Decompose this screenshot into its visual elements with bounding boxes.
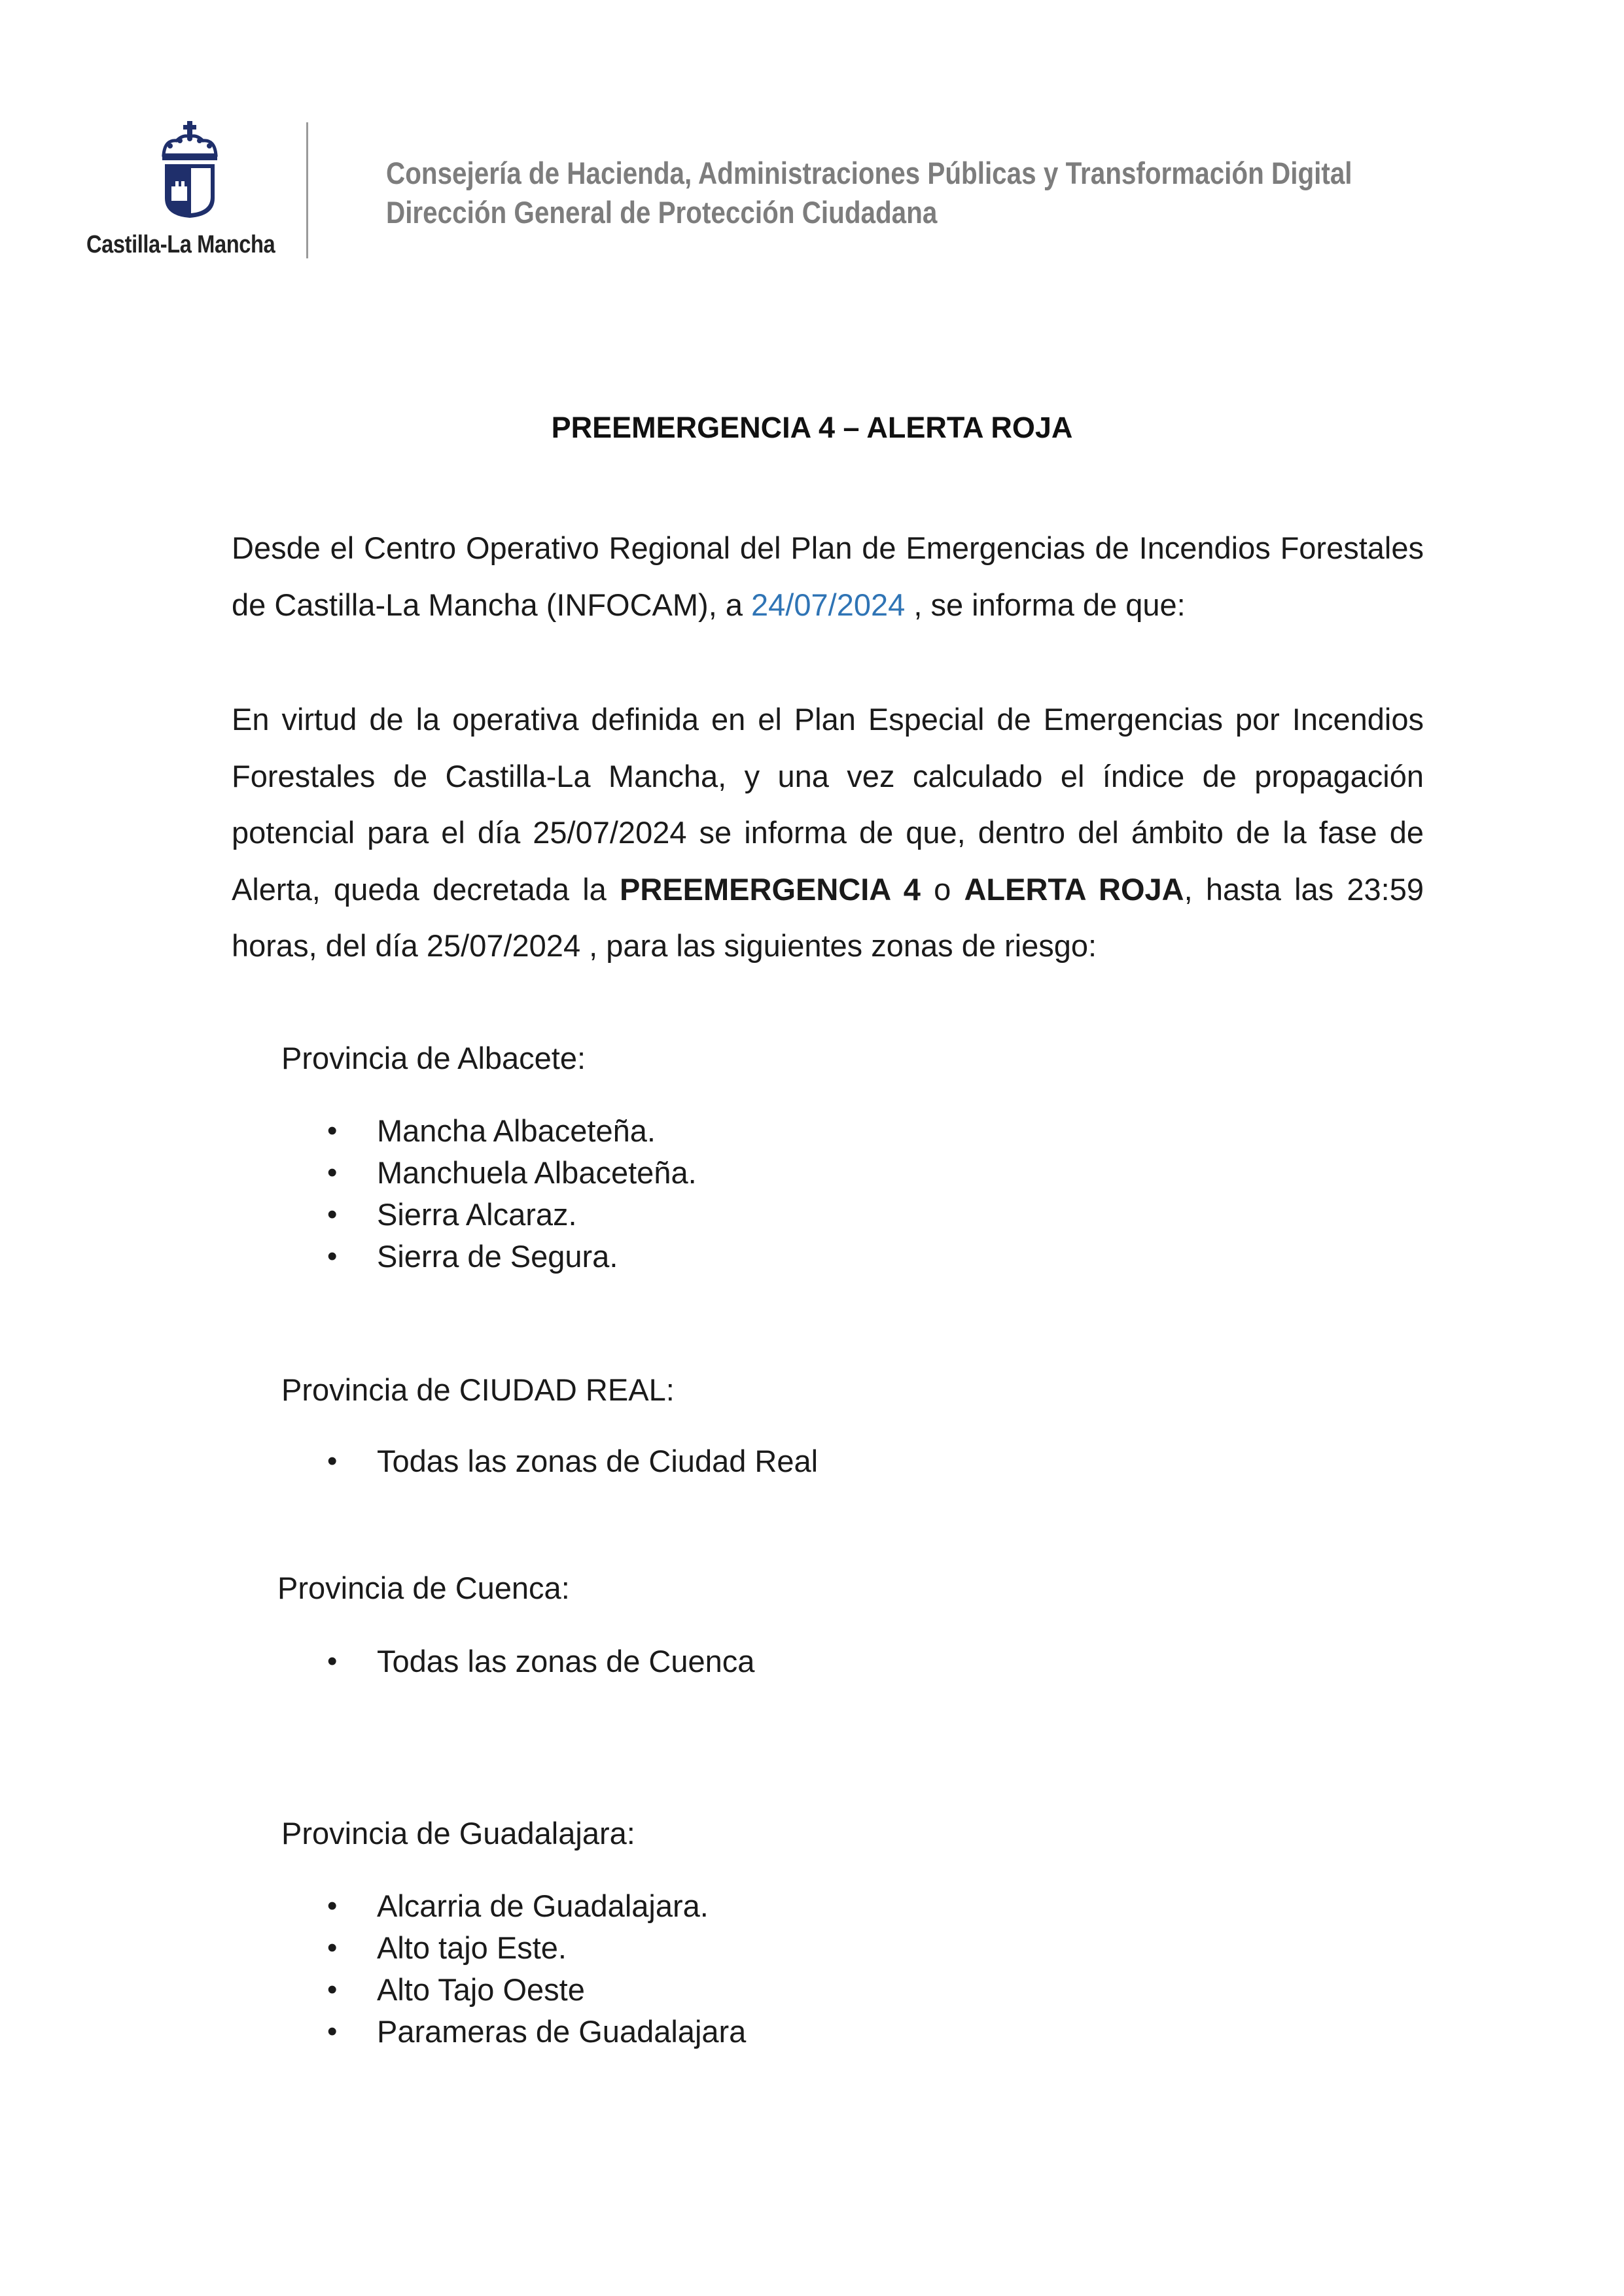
department-name — [386, 154, 1352, 232]
province-heading-guadalajara: Provincia de Guadalajara: — [281, 1816, 635, 1851]
decree-alert: ALERTA ROJA — [964, 871, 1184, 907]
decree-text-3: , hasta las 23:59 horas, del día 25/07/2024 , para las siguientes zonas de riesgo: — [232, 871, 1424, 963]
province-heading-albacete: Provincia de Albacete: — [281, 1041, 586, 1075]
decree-paragraph — [232, 691, 1424, 975]
castilla-la-mancha-logo — [84, 121, 300, 265]
list-item: • Mancha Albaceteña. — [327, 1110, 697, 1152]
logo-wordmark: Castilla-La Mancha — [86, 231, 275, 258]
province-heading-cuenca: Provincia de Cuenca: — [277, 1571, 570, 1605]
list-item: • Alto tajo Este. — [327, 1927, 746, 1969]
intro-text-end: , se informa de que: — [905, 587, 1186, 622]
list-item: • Todas las zonas de Ciudad Real — [327, 1440, 818, 1482]
department-line-1: Consejería de Hacienda, Administraciones Públicas y Transformación Digital — [386, 156, 1352, 190]
document-header — [84, 121, 1392, 265]
header-divider — [306, 122, 308, 258]
decree-text-2: o — [920, 871, 964, 907]
department-line-2: Dirección General de Protección Ciudadana — [386, 195, 938, 230]
crown-shield-icon — [157, 121, 222, 219]
list-item: • Alto Tajo Oeste — [327, 1969, 746, 2011]
list-item: • Sierra de Segura. — [327, 1236, 697, 1278]
zone-list-cuenca — [327, 1641, 754, 1682]
intro-paragraph — [232, 520, 1424, 633]
zone-list-guadalajara — [327, 1885, 746, 2053]
province-heading-ciudad-real: Provincia de CIUDAD REAL: — [281, 1372, 675, 1407]
zone-list-albacete — [327, 1110, 697, 1278]
list-item: • Parameras de Guadalajara — [327, 2011, 746, 2053]
list-item: • Manchuela Albaceteña. — [327, 1152, 697, 1194]
list-item: • Todas las zonas de Cuenca — [327, 1641, 754, 1682]
decree-level: PREEMERGENCIA 4 — [620, 871, 921, 907]
document-title: PREEMERGENCIA 4 – ALERTA ROJA — [551, 411, 1073, 444]
list-item: • Sierra Alcaraz. — [327, 1194, 697, 1236]
decree-text-1: En virtud de la operativa definida en el Plan Especial de Emergencias por Incendios Forestales de Castilla-La Mancha, y una vez calculado el índice de propagación potencial para el día 25/07/2024 se informa de que, dentro del ámbito de la fase de Alerta, queda decretada la — [232, 702, 1424, 907]
intro-text: Desde el Centro Operativo Regional del Plan de Emergencias de Incendios Forestales de Castilla-La Mancha (INFOCAM), a — [232, 531, 1424, 622]
list-item: • Alcarria de Guadalajara. — [327, 1885, 746, 1927]
issue-date: 24/07/2024 — [751, 587, 906, 622]
zone-list-ciudad-real — [327, 1440, 818, 1482]
